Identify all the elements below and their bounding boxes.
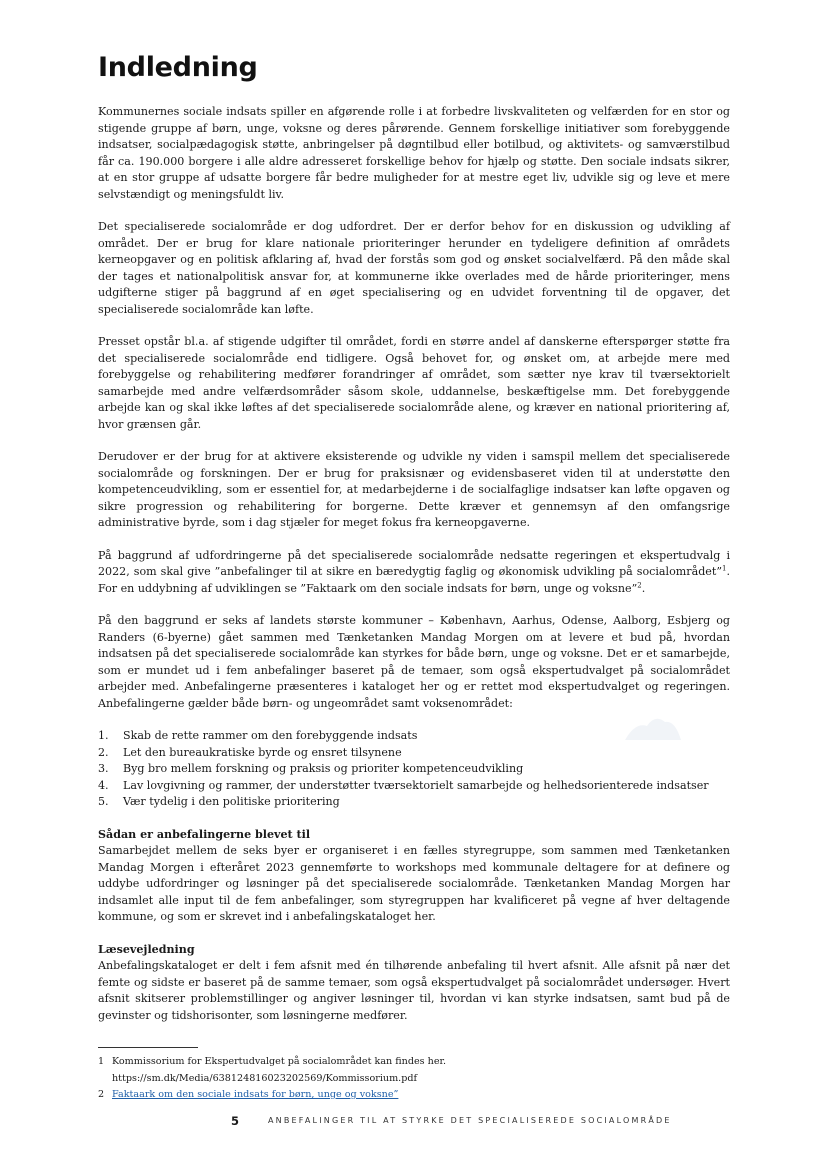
section-text: Anbefalingskataloget er delt i fem afsnit med én tilhørende anbefaling til hvert afsnit. Alle afsnit på nær det femte og sidste er baseret på de samme temaer, som også ekspertudvalget på socialområdet undersøger. Hvert afsnit skitserer problemstillinger og angiver løsninger til, hvordan vi kan styrke indsatsen, samt bud på de gevinster og tidshorisonter, som løsningerne medfører. <box>98 959 730 1022</box>
paragraph-2: Det specialiserede socialområde er dog udfordret. Der er derfor behov for en diskussion og udvikling af området. Der er brug for klare nationale prioriteringer herunder en tydeligere definition af områdets kerneopgaver og en politisk afklaring af, hvad der forstås som god og ønsket socialvelfærd. På den måde skal der tages et nationalpolitisk ansvar for, at kommunerne ikke overlades med de hårde prioriteringer, mens udgifterne stiger på baggrund af en øget specialisering og en udvidet forventning til de opgaver, det specialiserede socialområde kan løfte. <box>98 220 730 316</box>
section-text: Samarbejdet mellem de seks byer er organiseret i en fælles styregruppe, som sammen med Tænketanken Mandag Morgen i efteråret 2023 gennemførte to workshops med kommunale deltagere for at definere og uddybe udfordringer og løsninger på det specialiserede socialområde. Tænketanken Mandag Morgen har indsamlet alle input til de fem anbefalinger, som styregruppen har kvalificeret på vegne af hver deltagende kommune, og som er skrevet ind i anbefalingskataloget her. <box>98 844 730 923</box>
section-reading-guide <box>98 942 730 1025</box>
footnote-link[interactable]: Faktaark om den sociale indsats for børn, unge og voksne” <box>112 1089 399 1100</box>
section-heading: Sådan er anbefalingerne blevet til <box>98 827 311 841</box>
footnote-text: Kommissorium for Ekspertudvalget på socialområdet kan findes her. <box>112 1056 447 1067</box>
paragraph-5 <box>98 548 730 598</box>
paragraph-4: Derudover er der brug for at aktivere eksisterende og udvikle ny viden i samspil mellem det specialiserede socialområde og forskningen. Der er brug for praksisnær og evidensbaseret viden til at understøtte den kompetenceudvikling, som er essentiel for, at medarbejderne i de socialfaglige indsatser kan løfte opgaven og sikre progression og rehabilitering for borgerne. Dette kræver et gennemsyn af den omfangsrige administrative byrde, som i dag stjæler for meget fokus fra kerneopgaverne. <box>98 450 730 529</box>
list-item <box>98 794 730 811</box>
paragraph-3: Presset opstår bl.a. af stigende udgifter til området, fordi en større andel af danskerne efterspørger støtte fra det specialiserede socialområde end tidligere. Også behovet for, og ønsket om, at arbejde mere med forebyggelse og rehabilitering medfører forandringer af området, som sætter nye krav til tværsektorielt samarbejde med andre velfærdsområder såsom skole, uddannelse, beskæftigelse mm. Det forebyggende arbejde kan og skal ikke løftes af det specialiserede socialområde alene, og kræver en national prioritering af, hvor grænsen går. <box>98 335 730 431</box>
footnote-url[interactable]: https://sm.dk/Media/638124816023202569/Kommissorium.pdf <box>112 1072 418 1084</box>
footnote-number: 2 <box>98 1089 105 1100</box>
list-item-text: Skab de rette rammer om den forebyggende indsats <box>123 729 418 742</box>
list-item <box>98 761 730 778</box>
footnote-1 <box>98 1054 730 1087</box>
footnote-number: 1 <box>98 1056 105 1067</box>
section-how-created <box>98 827 730 926</box>
footer-title: ANBEFALINGER TIL AT STYRKE DET SPECIALISEREDE SOCIALOMRÅDE <box>268 1116 672 1125</box>
paragraph-5-text-b: . For en uddybning af udviklingen se ”Faktaark om den sociale indsats for børn, unge og voksne” <box>98 565 730 595</box>
paragraph-5-text-c: . <box>641 581 646 595</box>
list-item-text: Let den bureaukratiske byrde og ensret tilsynene <box>123 745 402 759</box>
page-number: 5 <box>231 1114 240 1128</box>
list-item-number: 5. <box>98 795 109 808</box>
watermark-shape <box>623 712 683 742</box>
section-heading: Læsevejledning <box>98 942 195 956</box>
list-item-number: 4. <box>98 778 109 792</box>
footnotes <box>98 1054 730 1104</box>
body-text <box>98 104 730 1040</box>
page-title: Indledning <box>98 52 258 83</box>
paragraph-5-text-a: På baggrund af udfordringerne på det specialiserede socialområde nedsatte regeringen et ekspertudvalg i 2022, som skal give ”anbefalinger til at sikre en bæredygtig faglig og økonomisk udvikling på socialområdet” <box>98 548 730 578</box>
footnote-ref-2[interactable]: 2 <box>637 580 642 589</box>
paragraph-1: Kommunernes sociale indsats spiller en afgørende rolle i at forbedre livskvaliteten og velfærden for en stor og stigende gruppe af børn, unge, voksne og deres pårørende. Gennem forskellige initiativer som forebyggende indsatser, socialpædagogisk støtte, anbringelser på døgntilbud eller botilbud, og aktivitets- og samværstilbud får ca. 190.000 borgere i alle aldre adresseret forskellige behov for hjælp og støtte. Den sociale indsats sikrer, at en stor gruppe af udsatte borgere får bedre muligheder for at mestre eget liv, udvikle sig og leve et mere selvstændigt og meningsfuldt liv. <box>98 105 730 201</box>
list-item-text: Vær tydelig i den politiske prioritering <box>123 795 340 808</box>
list-item <box>98 778 730 795</box>
list-item-number: 2. <box>98 745 109 759</box>
list-item-text: Byg bro mellem forskning og praksis og prioriter kompetenceudvikling <box>123 762 524 775</box>
footnote-ref-1[interactable]: 1 <box>722 564 727 573</box>
footnote-2 <box>98 1087 730 1104</box>
list-item <box>98 745 730 762</box>
list-item-number: 3. <box>98 762 109 775</box>
list-item-number: 1. <box>98 729 109 742</box>
paragraph-6: På den baggrund er seks af landets største kommuner – København, Aarhus, Odense, Aalborg, Esbjerg og Randers (6-byerne) gået sammen med Tænketanken Mandag Morgen om at levere et bud på, hvordan indsatsen på det specialiserede socialområde kan styrkes for både børn, unge og voksne. Det er et samarbejde, som er mundet ud i fem anbefalinger baseret på de temaer, som også ekspertudvalget på socialområdet arbejder med. Anbefalingerne præsenteres i kataloget her og er rettet mod ekspertudvalget og regeringen. Anbefalingerne gælder både børn- og ungeområdet samt voksenområdet: <box>98 614 730 710</box>
footnote-divider <box>98 1047 198 1048</box>
list-item-text: Lav lovgivning og rammer, der understøtter tværsektorielt samarbejde og helhedsorienterede indsatser <box>123 778 709 792</box>
